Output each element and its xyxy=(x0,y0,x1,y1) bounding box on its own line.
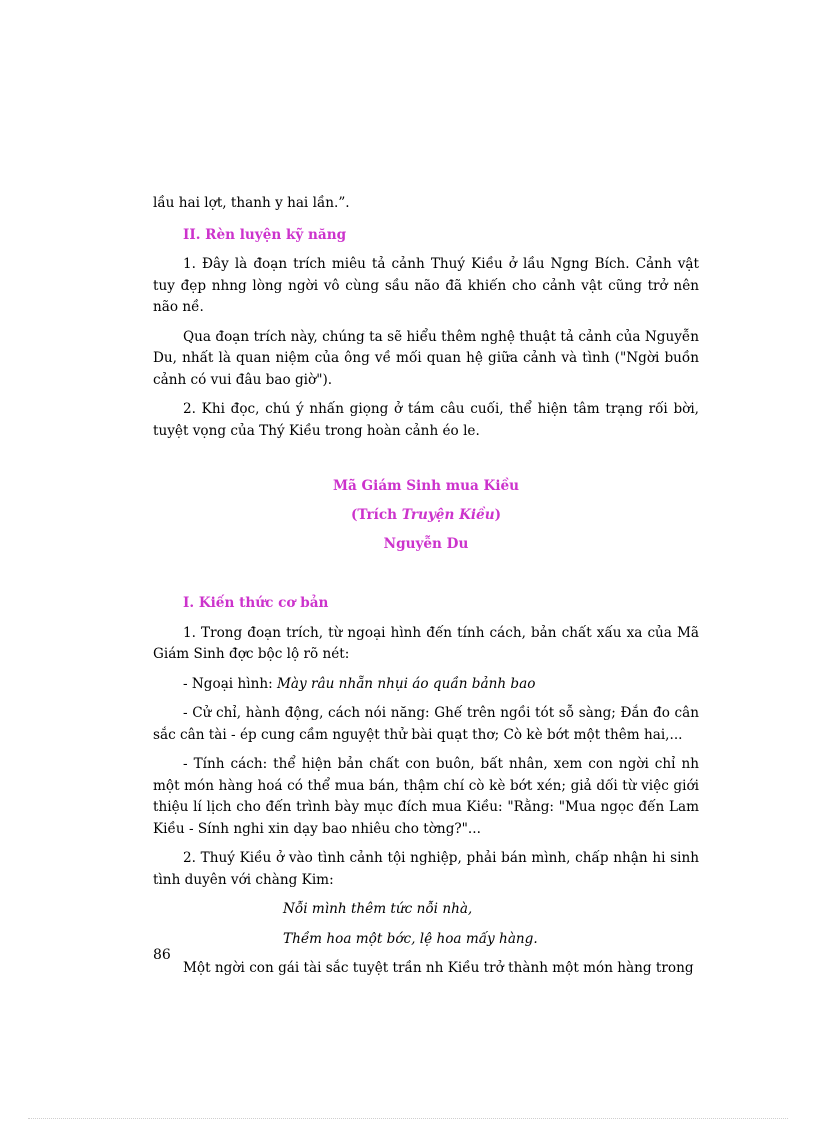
lesson-source: (Trích Truyện Kiều) xyxy=(350,507,502,523)
source-work-title: Truyện Kiều xyxy=(401,507,495,523)
poem-quote xyxy=(153,899,699,950)
section-heading-skills: II. Rèn luyện kỹ năng xyxy=(183,226,347,243)
paragraph: - Cử chỉ, hành động, cách nói năng: Ghế trên ngồi tót sỗ sàng; Đắn đo cân sắc cân tài - ép cung cầm nguyệt thử bài quạt thơ; Cò kè bớt một thêm hai,... xyxy=(153,705,699,743)
lesson-title: Mã Giám Sinh mua Kiều xyxy=(332,478,520,494)
section-heading-knowledge: I. Kiến thức cơ bản xyxy=(183,595,329,611)
lesson-author: Nguyễn Du xyxy=(383,536,469,552)
paragraph: 1. Đây là đoạn trích miêu tả cảnh Thuý Kiều ở lầu Ngng Bích. Cảnh vật tuy đẹp nhng lòng ngời vô cùng sầu não đã khiến cho cảnh vật cũng trở nên não nề. xyxy=(153,256,699,315)
paragraph: Qua đoạn trích này, chúng ta sẽ hiểu thêm nghệ thuật tả cảnh của Nguyễn Du, nhất là quan niệm của ông về mối quan hệ giữa cảnh và tình ("Ngời buồn cảnh có vui đâu bao giờ"). xyxy=(153,328,699,388)
poem-line: Nỗi mình thêm tức nỗi nhà, xyxy=(283,901,473,917)
paragraph: Một ngời con gái tài sắc tuyệt trần nh Kiều trở thành một món hàng trong xyxy=(183,960,694,976)
lesson-title-block xyxy=(153,472,699,559)
paragraph: 1. Trong đoạn trích, từ ngoại hình đến tính cách, bản chất xấu xa của Mã Giám Sinh đợc bộc lộ rõ nét: xyxy=(153,624,699,662)
paragraph: 2. Thuý Kiều ở vào tình cảnh tội nghiệp, phải bán mình, chấp nhận hi sinh tình duyên với chàng Kim: xyxy=(153,850,699,888)
paragraph: - Tính cách: thể hiện bản chất con buôn, bất nhân, xem con ngời chỉ nh một món hàng hoá có thể mua bán, thậm chí cò kè bớt xén; giả dối từ việc giới thiệu lí lịch cho đến trình bày mục đích mua Kiều: "Rằng: "Mua ngọc đến Lam Kiều - Sính nghi xin dạy bao nhiêu cho tờng?"... xyxy=(153,756,699,837)
paragraph: 2. Khi đọc, chú ý nhấn giọng ở tám câu cuối, thể hiện tâm trạng rối bời, tuyệt vọng của Thý Kiều trong hoàn cảnh éo le. xyxy=(153,401,699,439)
quote-appearance: Mày râu nhẵn nhụi áo quần bảnh bao xyxy=(276,675,536,692)
bottom-dotted-rule xyxy=(28,1118,788,1120)
page-number: 86 xyxy=(153,947,171,963)
poem-line: Thềm hoa một bớc, lệ hoa mấy hàng. xyxy=(283,930,538,947)
paragraph-continuation: lầu hai lợt, thanh y hai lần.”. xyxy=(153,195,350,211)
page-content xyxy=(153,193,699,980)
paragraph-appearance: - Ngoại hình: Mày râu nhẵn nhụi áo quần bảnh bao xyxy=(183,675,536,692)
